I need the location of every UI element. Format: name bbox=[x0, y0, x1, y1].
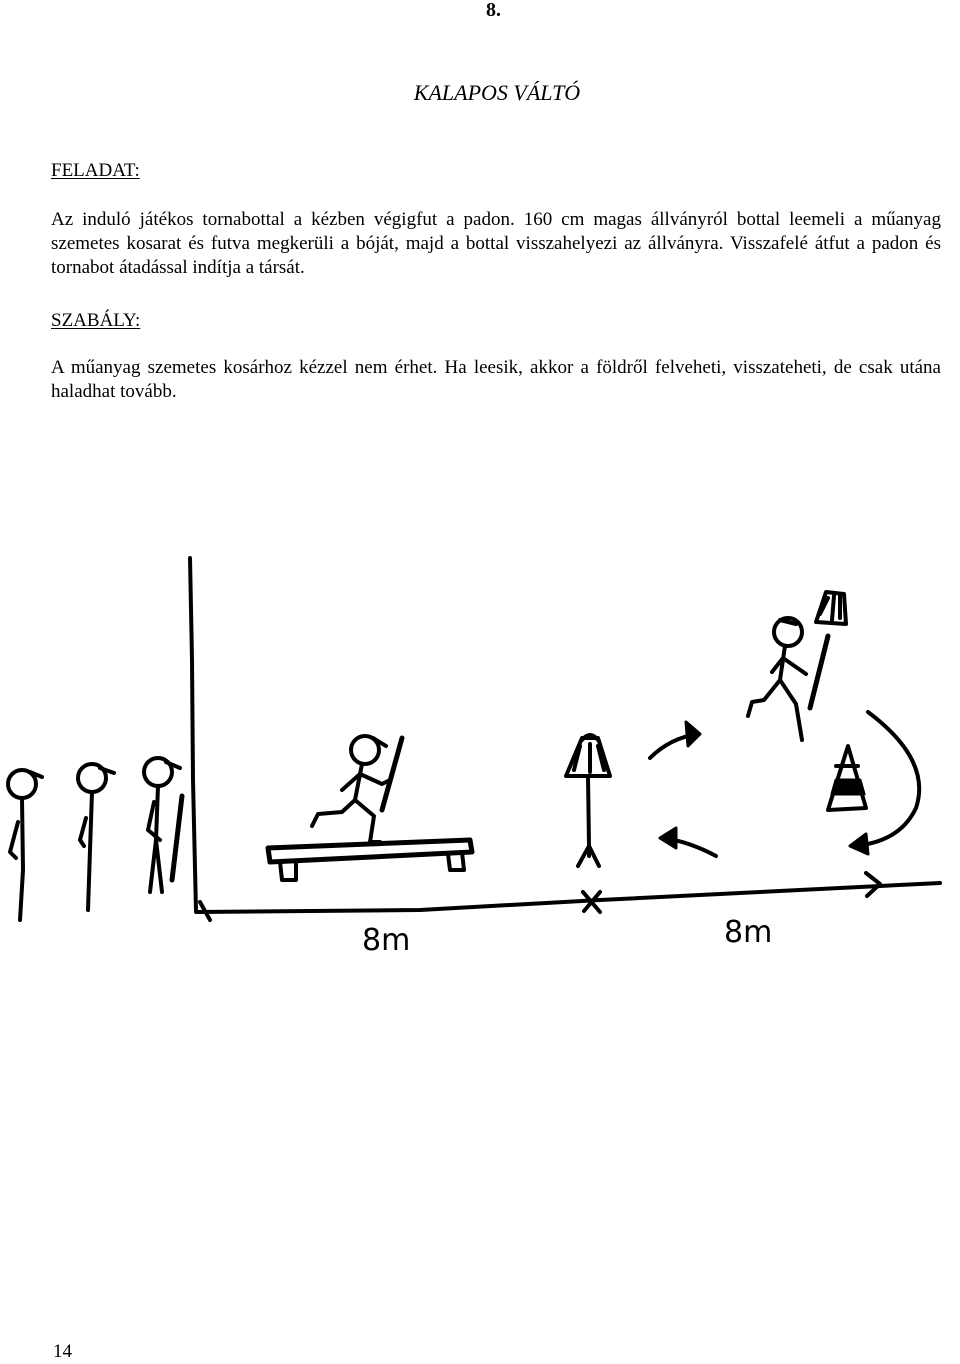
cone bbox=[828, 746, 866, 810]
page-number: 8. bbox=[486, 0, 501, 21]
waiting-stick bbox=[172, 796, 182, 880]
task-heading: FELADAT: bbox=[51, 160, 140, 181]
distance-label-right: 8m bbox=[724, 915, 773, 950]
basket-stand bbox=[566, 735, 610, 866]
runner-stick bbox=[382, 738, 402, 810]
rule-heading: SZABÁLY: bbox=[51, 310, 141, 331]
start-wall bbox=[190, 558, 196, 912]
arrow-back-left-head bbox=[660, 828, 676, 848]
arrow-up-right-head bbox=[686, 722, 700, 746]
basket-carrier bbox=[748, 592, 846, 740]
relay-diagram bbox=[0, 540, 960, 970]
page-title: KALAPOS VÁLTÓ bbox=[413, 80, 581, 105]
footer-page-number: 14 bbox=[53, 1341, 72, 1362]
rule-description: A műanyag szemetes kosárhoz kézzel nem érhet. Ha leesik, akkor a földről felveheti, visszateheti, de csak utána haladhat tovább. bbox=[51, 357, 941, 402]
arrow-curve-around-cone bbox=[854, 712, 919, 846]
waiting-player-2 bbox=[78, 764, 114, 910]
lifted-basket bbox=[816, 592, 846, 624]
arrow-curve-head bbox=[850, 834, 868, 854]
waiting-player-3 bbox=[144, 758, 182, 892]
distance-label-left: 8m bbox=[362, 923, 411, 958]
task-description: Az induló játékos tornabottal a kézben végigfut a padon. 160 cm magas állványról bottal leemeli a műanyag szemetes kosarat és futva megkerüli a bóját, majd a bottal visszahelyezi az állványra. Visszafelé átfut a padon és tornabot átadással indítja a társát. bbox=[51, 209, 941, 278]
ground-line bbox=[197, 883, 940, 912]
carrier-stick bbox=[810, 636, 828, 708]
waiting-player-1 bbox=[8, 770, 42, 920]
bench-runner bbox=[312, 736, 402, 842]
bench bbox=[268, 840, 472, 880]
